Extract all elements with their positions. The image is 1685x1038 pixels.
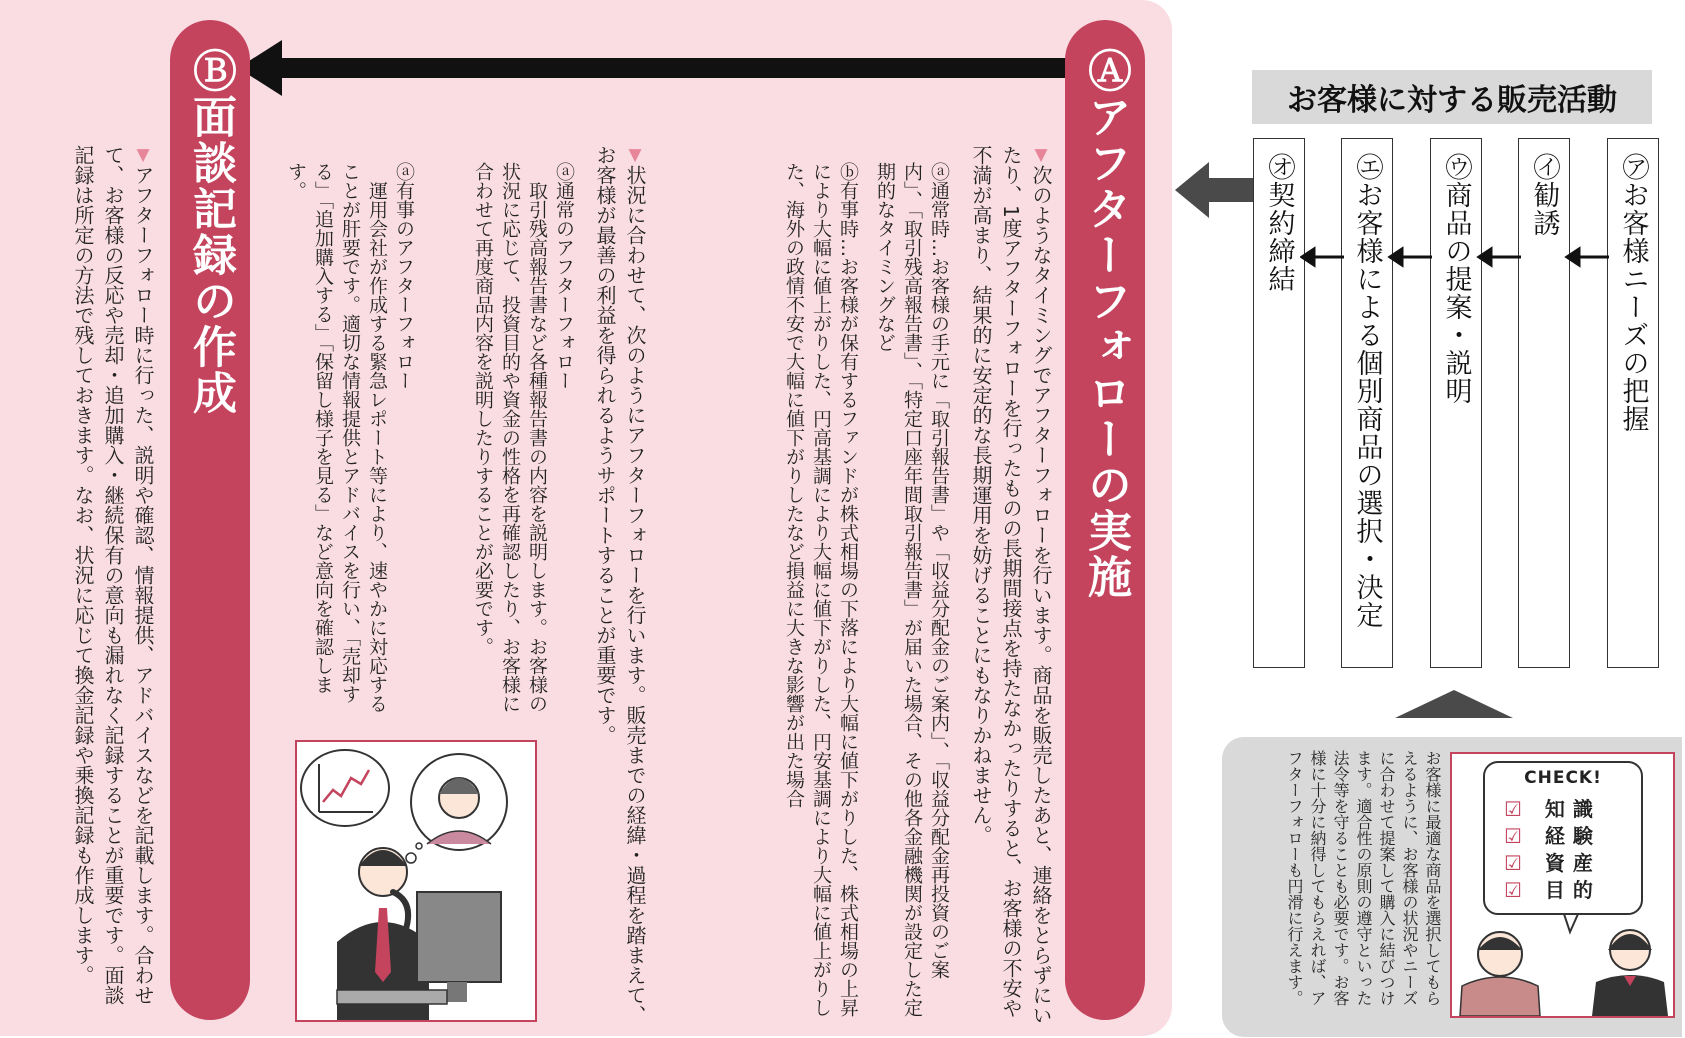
step-needs-label: ㋐お客様ニーズの把握 (1617, 153, 1649, 433)
triangle-marker-icon: ▼ (133, 145, 153, 165)
checkbox-icon: ☑ (1504, 797, 1530, 821)
section-b-text (28, 145, 158, 1015)
step-selection-label: ㋓お客様による個別商品の選択・決定 (1351, 153, 1383, 629)
checkbox-icon: ☑ (1504, 851, 1530, 875)
emergency-followup-label: ⓐ有事のアフターフォロー (393, 162, 415, 390)
check-illustration (1450, 752, 1675, 1018)
triangle-marker-icon: ▼ (625, 145, 645, 165)
checkbox-icon: ☑ (1504, 878, 1530, 902)
section-a-bullets (722, 162, 952, 1022)
sales-activity-header: お客様に対する販売活動 (1252, 70, 1652, 124)
step-solicit-label: ㋑勧誘 (1528, 153, 1560, 237)
check-item: ☑ 知識 (1504, 797, 1601, 821)
step-box-contract (1253, 138, 1305, 668)
normal-followup (437, 162, 577, 722)
step-contract-label: ㋔契約締結 (1263, 153, 1295, 293)
step-box-proposal (1430, 138, 1482, 668)
step-box-selection (1341, 138, 1393, 668)
normal-followup-text: 取引残高報告書など各種報告書の内容を説明します。お客様の状況に応じて、投資目的や資金の性格を再確認したり、お客様に合わせて再度商品内容を説明したりすることが必要です。 (472, 162, 548, 713)
consultant-illustration (295, 740, 537, 1022)
bullet-normal: ⓐ通常時…お客様の手元に「取引報告書」や「収益分配金のご案内」、「収益分配金再投資のご案内」、「取引残高報告書」、「特定口座年間取引報告書」が届いた場合、その他各金融機関が設定した定期的なタイミングなど (874, 162, 950, 1017)
check-list (1504, 796, 1634, 904)
check-title: CHECK! (1524, 768, 1602, 788)
section-b-title: Ⓑ面談記録の作成 (185, 48, 236, 416)
check-panel-text: お客様に最適な商品を選択してもらえるように、お客様の状況やニーズに合わせて提案して購入に結びつけます。適合性の原則の遵守といった法令等を守ることも必要です。お客様に十分に納得してもらえれば、アフターフォローも円滑に行えます。 (1285, 750, 1442, 1006)
emergency-followup (277, 162, 417, 722)
section-a-para1 (966, 145, 1056, 1025)
para1-text: 次のようなタイミングでアフターフォローを行います。商品を販売したあと、連絡をとらずにいたり、1度アフターフォローを行ったものの長期間接点を持たなかったりすると、お客様の不安や不満が高まり、結果的に安定的な長期運用を妨げることにもなりかねません。 (969, 145, 1053, 1025)
para2-text: 状況に合わせて、次のようにアフターフォローを行います。販売までの経緯・過程を踏まえて、お客様が最善の利益を得られるようサポートすることが重要です。 (593, 145, 647, 1025)
arrow-a-to-b-icon (238, 40, 1068, 96)
section-a-para2 (588, 145, 650, 1025)
normal-followup-label: ⓐ通常のアフターフォロー (553, 162, 575, 390)
up-triangle-icon (1395, 690, 1513, 718)
step-proposal-label: ㋒商品の提案・説明 (1440, 153, 1472, 405)
consultant-at-computer-icon (297, 742, 535, 1020)
triangle-marker-icon: ▼ (1031, 145, 1051, 165)
step-box-needs (1607, 138, 1659, 668)
section-b-body: アフターフォロー時に行った、説明や確認、情報提供、アドバイスなどを記載します。合わせて、お客様の反応や売却・追加購入・継続保有の意向も漏れなく記録することが重要です。面談記録は所定の方法で残しておきます。なお、状況に応じて換金記録や乗換記録も作成します。 (71, 145, 155, 1005)
step-arrows-icon (1300, 245, 1620, 269)
check-item: ☑ 目的 (1504, 878, 1601, 902)
checkbox-icon: ☑ (1504, 824, 1530, 848)
bullet-emergency: ⓑ有事時…お客様が保有するファンドが株式相場の下落により大幅に値下がりした、株式相場の上昇により大幅に値上がりした、円高基調により大幅に値下がりした、円安基調により大幅に値上がりした、海外の政情不安で大幅に値下がりしたなど損益に大きな影響が出た場合 (783, 162, 859, 1017)
check-item: ☑ 経験 (1504, 824, 1601, 848)
arrow-to-after-follow-icon (1175, 162, 1253, 218)
section-a-title: Ⓐアフターフォローの実施 (1080, 48, 1131, 600)
emergency-followup-text: 運用会社が作成する緊急レポート等により、速やかに対応することが肝要です。適切な情報提供とアドバイスを行い、「売却する」「追加購入する」「保留し様子を見る」など意向を確認します。 (285, 162, 388, 713)
check-item: ☑ 資産 (1504, 851, 1601, 875)
step-box-solicit (1518, 138, 1570, 668)
